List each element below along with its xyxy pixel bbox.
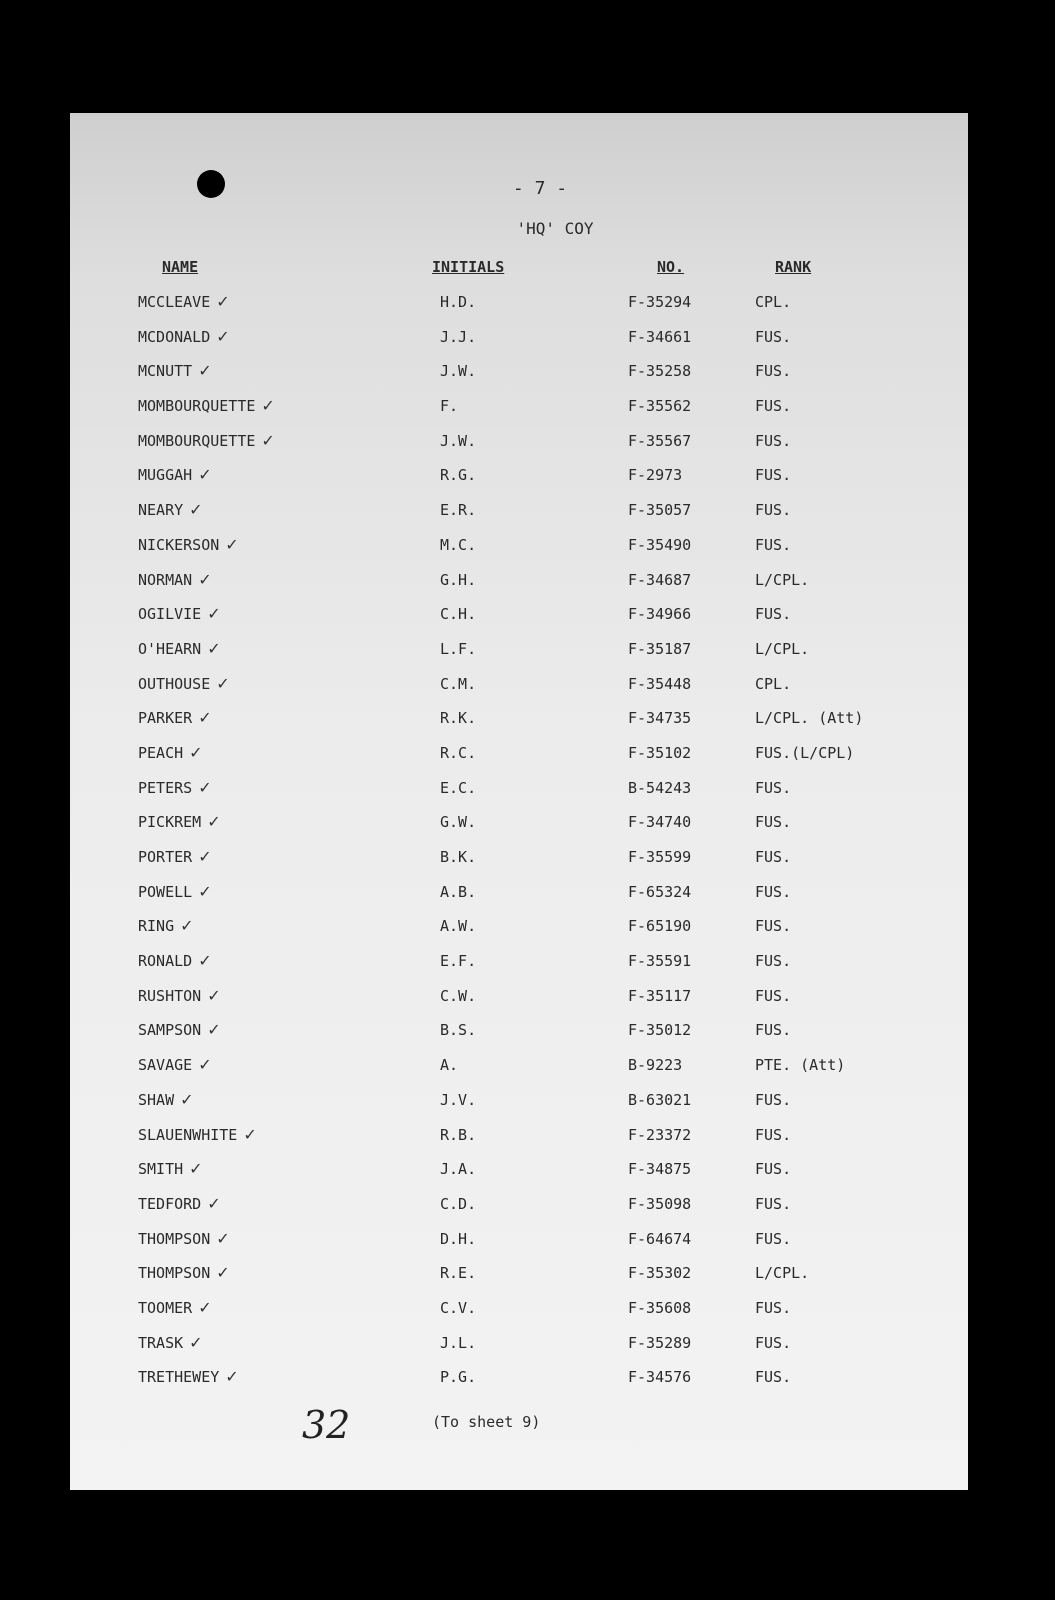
name-text: OUTHOUSE [138,674,211,693]
cell-initials: G.H. [440,570,477,589]
cell-name [138,1083,194,1118]
cell-number: B-9223 [628,1056,683,1075]
name-text: MOMBOURQUETTE [138,397,256,416]
cell-rank: FUS. [755,397,792,416]
cell-rank: FUS. [755,1090,792,1109]
table-row [70,389,968,424]
continuation-note: (To sheet 9) [432,1413,541,1431]
table-row [70,1048,968,1083]
name-text: THOMPSON [138,1264,211,1283]
cell-rank: L/CPL. (Att) [755,709,864,728]
table-row [70,1013,968,1048]
cell-rank: FUS. [755,1125,792,1144]
cell-number: F-35117 [628,986,692,1005]
check-mark-icon: ✓ [216,326,230,346]
cell-number: F-34735 [628,709,692,728]
check-mark-icon: ✓ [180,916,194,936]
check-mark-icon: ✓ [216,292,230,311]
check-mark-icon: ✓ [261,396,275,416]
cell-number: F-65190 [628,917,692,936]
table-row [70,458,968,493]
name-text: TOOMER [138,1298,193,1317]
cell-initials: A. [440,1056,459,1075]
cell-initials: R.K. [440,709,477,728]
cell-name [138,285,230,320]
name-text: MOMBOURQUETTE [138,431,256,450]
cell-number: F-34661 [628,327,692,346]
cell-name [138,389,275,424]
name-text: SAVAGE [138,1056,193,1075]
cell-initials: R.G. [440,466,477,485]
handwritten-tally: 32 [302,1403,351,1447]
name-text: RING [138,917,175,936]
cell-rank: FUS. [755,431,792,450]
cell-name [138,320,230,355]
cell-number: F-34875 [628,1160,692,1179]
table-row [70,1256,968,1291]
cell-number: F-34576 [628,1368,692,1387]
table-row [70,1291,968,1326]
cell-initials: R.E. [440,1264,477,1283]
cell-rank: L/CPL. [755,1264,810,1283]
cell-rank: FUS. [755,848,792,866]
cell-name [138,1326,203,1361]
check-mark-icon: ✓ [198,708,212,728]
cell-initials: F. [440,397,459,416]
cell-rank: FUS. [755,362,792,381]
cell-initials: C.D. [440,1194,477,1213]
cell-name [138,597,221,632]
cell-name [138,1291,212,1326]
name-text: O'HEARN [138,639,202,658]
table-row [70,563,968,598]
cell-number: F-34687 [628,570,692,589]
cell-initials: A.B. [440,882,477,901]
name-text: RUSHTON [138,986,202,1005]
cell-rank: FUS. [755,1229,792,1248]
cell-name [138,1256,230,1291]
cell-number: F-35599 [628,848,692,866]
check-mark-icon: ✓ [189,500,203,520]
check-mark-icon: ✓ [198,951,212,971]
cell-name [138,424,275,459]
cell-initials: P.G. [440,1368,477,1387]
check-mark-icon: ✓ [225,534,239,554]
cell-name [138,1360,239,1395]
check-mark-icon: ✓ [198,847,212,866]
cell-name [138,875,212,910]
page-number: - 7 - [512,178,568,199]
cell-initials: J.W. [440,362,477,381]
table-row [70,771,968,806]
cell-initials: E.F. [440,952,477,971]
cell-name [138,1118,257,1153]
name-text: SAMPSON [138,1021,202,1040]
check-mark-icon: ✓ [198,361,212,381]
check-mark-icon: ✓ [216,1263,230,1283]
cell-number: F-35608 [628,1298,692,1317]
table-row [70,701,968,736]
name-text: NEARY [138,501,184,520]
check-mark-icon: ✓ [198,881,212,901]
name-text: POWELL [138,882,193,901]
table-row [70,979,968,1014]
cell-name [138,771,212,806]
cell-number: F-64674 [628,1229,692,1248]
cell-rank: FUS. [755,882,792,901]
name-text: PICKREM [138,813,202,832]
cell-initials: J.L. [440,1333,477,1352]
cell-name [138,805,221,840]
cell-rank: FUS. [755,605,792,624]
table-row [70,632,968,667]
cell-number: F-35258 [628,362,692,381]
table-row [70,667,968,702]
cell-number: F-35102 [628,743,692,762]
name-text: NICKERSON [138,535,220,554]
check-mark-icon: ✓ [198,1297,212,1317]
cell-initials: B.K. [440,848,477,866]
cell-number: F-35187 [628,639,692,658]
check-mark-icon: ✓ [261,430,275,450]
check-mark-icon: ✓ [243,1124,257,1144]
table-row [70,354,968,389]
cell-number: B-63021 [628,1090,692,1109]
cell-number: F-35098 [628,1194,692,1213]
name-text: SMITH [138,1160,184,1179]
column-header-rank: RANK [775,258,812,276]
table-row [70,1083,968,1118]
cell-name [138,563,212,598]
column-header-name: NAME [162,258,199,276]
column-header-number: NO. [657,258,685,276]
table-row [70,944,968,979]
cell-rank: FUS. [755,1160,792,1179]
document-page [70,113,968,1490]
name-text: SLAUENWHITE [138,1125,238,1144]
cell-rank: CPL. [755,674,792,693]
column-header-initials: INITIALS [432,258,505,276]
cell-rank: FUS. [755,813,792,832]
cell-rank: FUS. [755,778,792,797]
table-row [70,493,968,528]
cell-rank: L/CPL. [755,570,810,589]
cell-initials: C.M. [440,674,477,693]
cell-initials: E.R. [440,501,477,520]
cell-number: B-54243 [628,778,692,797]
check-mark-icon: ✓ [198,1055,212,1075]
cell-rank: FUS. [755,1021,792,1040]
cell-name [138,458,212,493]
check-mark-icon: ✓ [207,985,221,1005]
company-heading: 'HQ' COY [516,219,594,238]
cell-rank: FUS.(L/CPL) [755,743,855,762]
check-mark-icon: ✓ [207,638,221,658]
cell-initials: C.V. [440,1298,477,1317]
cell-number: F-23372 [628,1125,692,1144]
check-mark-icon: ✓ [207,812,221,832]
table-row [70,909,968,944]
cell-initials: M.C. [440,535,477,554]
check-mark-icon: ✓ [198,777,212,797]
cell-rank: FUS. [755,1368,792,1387]
cell-rank: FUS. [755,535,792,554]
name-text: RONALD [138,952,193,971]
cell-number: F-35057 [628,501,692,520]
cell-initials: R.C. [440,743,477,762]
check-mark-icon: ✓ [216,1228,230,1248]
cell-name [138,493,203,528]
name-text: PORTER [138,848,193,866]
cell-number: F-35490 [628,535,692,554]
check-mark-icon: ✓ [198,569,212,589]
table-row [70,875,968,910]
cell-rank: FUS. [755,1298,792,1317]
name-text: MCCLEAVE [138,293,211,311]
check-mark-icon: ✓ [189,1332,203,1352]
table-row [70,528,968,563]
name-text: SHAW [138,1090,175,1109]
check-mark-icon: ✓ [207,1193,221,1213]
table-row [70,285,968,320]
cell-name [138,1187,221,1222]
cell-name [138,909,194,944]
table-row [70,320,968,355]
cell-initials: L.F. [440,639,477,658]
cell-rank: FUS. [755,917,792,936]
cell-initials: E.C. [440,778,477,797]
check-mark-icon: ✓ [216,673,230,693]
table-row [70,1152,968,1187]
name-text: OGILVIE [138,605,202,624]
table-row [70,840,968,875]
check-mark-icon: ✓ [207,604,221,624]
check-mark-icon: ✓ [189,742,203,762]
cell-initials: J.J. [440,327,477,346]
table-row [70,424,968,459]
cell-rank: FUS. [755,986,792,1005]
table-row [70,1360,968,1395]
cell-number: F-35012 [628,1021,692,1040]
check-mark-icon: ✓ [180,1089,194,1109]
cell-rank: FUS. [755,1333,792,1352]
cell-number: F-2973 [628,466,683,485]
cell-rank: FUS. [755,327,792,346]
cell-initials: D.H. [440,1229,477,1248]
roster-list [70,285,968,1395]
cell-initials: C.H. [440,605,477,624]
cell-rank: FUS. [755,501,792,520]
cell-number: F-35294 [628,293,692,311]
check-mark-icon: ✓ [207,1020,221,1040]
cell-initials: A.W. [440,917,477,936]
cell-rank: L/CPL. [755,639,810,658]
cell-name [138,528,239,563]
cell-initials: R.B. [440,1125,477,1144]
cell-name [138,667,230,702]
cell-initials: B.S. [440,1021,477,1040]
punch-hole [197,170,225,198]
cell-name [138,736,203,771]
name-text: PARKER [138,709,193,728]
name-text: NORMAN [138,570,193,589]
cell-name [138,1048,212,1083]
cell-name [138,701,212,736]
cell-name [138,840,212,875]
check-mark-icon: ✓ [225,1367,239,1387]
cell-initials: J.V. [440,1090,477,1109]
cell-rank: PTE. (Att) [755,1056,846,1075]
cell-rank: CPL. [755,293,792,311]
table-row [70,1326,968,1361]
cell-name [138,1222,230,1257]
cell-initials: G.W. [440,813,477,832]
cell-initials: J.W. [440,431,477,450]
cell-number: F-34740 [628,813,692,832]
table-row [70,1118,968,1153]
table-row [70,1222,968,1257]
cell-rank: FUS. [755,952,792,971]
name-text: TEDFORD [138,1194,202,1213]
cell-name [138,354,212,389]
check-mark-icon: ✓ [189,1159,203,1179]
name-text: MCNUTT [138,362,193,381]
table-row [70,736,968,771]
cell-initials: C.W. [440,986,477,1005]
table-row [70,1187,968,1222]
cell-initials: J.A. [440,1160,477,1179]
name-text: TRETHEWEY [138,1368,220,1387]
cell-number: F-35302 [628,1264,692,1283]
cell-number: F-35562 [628,397,692,416]
cell-initials: H.D. [440,293,477,311]
name-text: THOMPSON [138,1229,211,1248]
cell-number: F-35591 [628,952,692,971]
cell-rank: FUS. [755,1194,792,1213]
cell-name [138,632,221,667]
name-text: MCDONALD [138,327,211,346]
cell-name [138,944,212,979]
cell-name [138,1152,203,1187]
cell-rank: FUS. [755,466,792,485]
cell-number: F-65324 [628,882,692,901]
cell-number: F-35448 [628,674,692,693]
cell-name [138,1013,221,1048]
name-text: PEACH [138,743,184,762]
cell-number: F-34966 [628,605,692,624]
table-row [70,805,968,840]
cell-number: F-35567 [628,431,692,450]
cell-number: F-35289 [628,1333,692,1352]
name-text: TRASK [138,1333,184,1352]
check-mark-icon: ✓ [198,465,212,485]
cell-name [138,979,221,1014]
table-row [70,597,968,632]
name-text: MUGGAH [138,466,193,485]
name-text: PETERS [138,778,193,797]
